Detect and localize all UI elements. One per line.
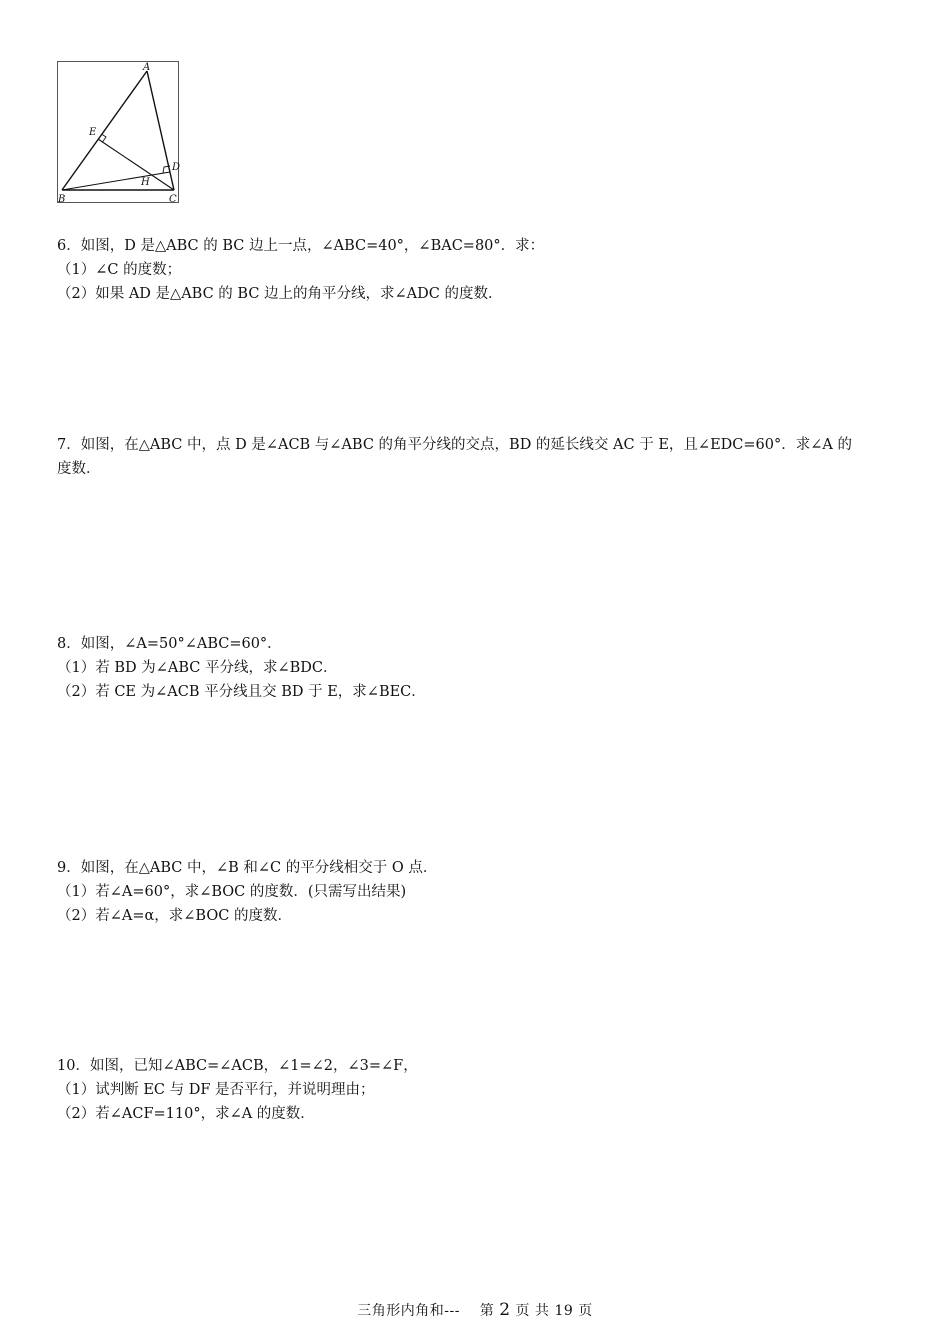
problem-10-stem: 10．如图，已知∠ABC=∠ACB，∠1=∠2，∠3=∠F，	[57, 1058, 418, 1074]
problem-9	[57, 856, 902, 928]
problem-9-stem: 9．如图，在△ABC 中，∠B 和∠C 的平分线相交于 O 点．	[57, 860, 438, 876]
label-b: B	[58, 194, 66, 205]
footer-page-suffix: 页	[578, 1303, 593, 1319]
footer-total-pages: 19	[554, 1303, 574, 1319]
problem-10	[57, 1054, 902, 1126]
problem-7-stem: 7．如图，在△ABC 中，点 D 是∠ACB 与∠ABC 的角平分线的交点，BD 的延长线交 AC 于 E，且∠EDC=60°．求∠A 的	[57, 437, 852, 453]
problem-10-part-2: （2）若∠ACF=110°，求∠A 的度数．	[57, 1106, 315, 1122]
problem-9-part-2: （2）若∠A=α，求∠BOC 的度数．	[57, 908, 292, 924]
problem-7-stem-cont: 度数．	[57, 461, 101, 477]
label-e: E	[89, 127, 97, 138]
problem-8	[57, 632, 902, 704]
triangle-figure	[57, 61, 179, 203]
problem-6-part-1: （1）∠C 的度数；	[57, 262, 182, 278]
footer-page-number: 2	[499, 1300, 511, 1320]
footer-page-prefix: 第	[479, 1303, 495, 1319]
right-angle-mark-e	[102, 134, 107, 142]
page-footer	[0, 1300, 950, 1320]
problem-10-part-1: （1）试判断 EC 与 DF 是否平行，并说明理由；	[57, 1082, 375, 1098]
problem-6-stem: 6．如图，D 是△ABC 的 BC 边上一点，∠ABC=40°，∠BAC=80°．求：	[57, 238, 545, 254]
label-d: D	[172, 162, 181, 173]
problem-6-part-2: （2）如果 AD 是△ABC 的 BC 边上的角平分线，求∠ADC 的度数．	[57, 286, 503, 302]
problem-9-part-1: （1）若∠A=60°，求∠BOC 的度数．(只需写出结果)	[57, 884, 407, 900]
side-ab	[62, 71, 147, 190]
problem-6	[57, 234, 902, 306]
problem-8-stem: 8．如图，∠A=50°∠ABC=60°．	[57, 636, 282, 652]
problem-8-part-2: （2）若 CE 为∠ACB 平分线且交 BD 于 E，求∠BEC．	[57, 684, 426, 700]
footer-page-middle: 页 共	[515, 1303, 550, 1319]
problem-7	[57, 433, 902, 481]
label-c: C	[169, 194, 177, 205]
label-a: A	[143, 62, 151, 73]
footer-doc-title: 三角形内角和---	[357, 1303, 460, 1319]
problem-8-part-1: （1）若 BD 为∠ABC 平分线，求∠BDC．	[57, 660, 338, 676]
label-h: H	[141, 177, 150, 188]
triangle-figure-svg	[57, 61, 179, 203]
altitude-bd	[62, 172, 170, 190]
